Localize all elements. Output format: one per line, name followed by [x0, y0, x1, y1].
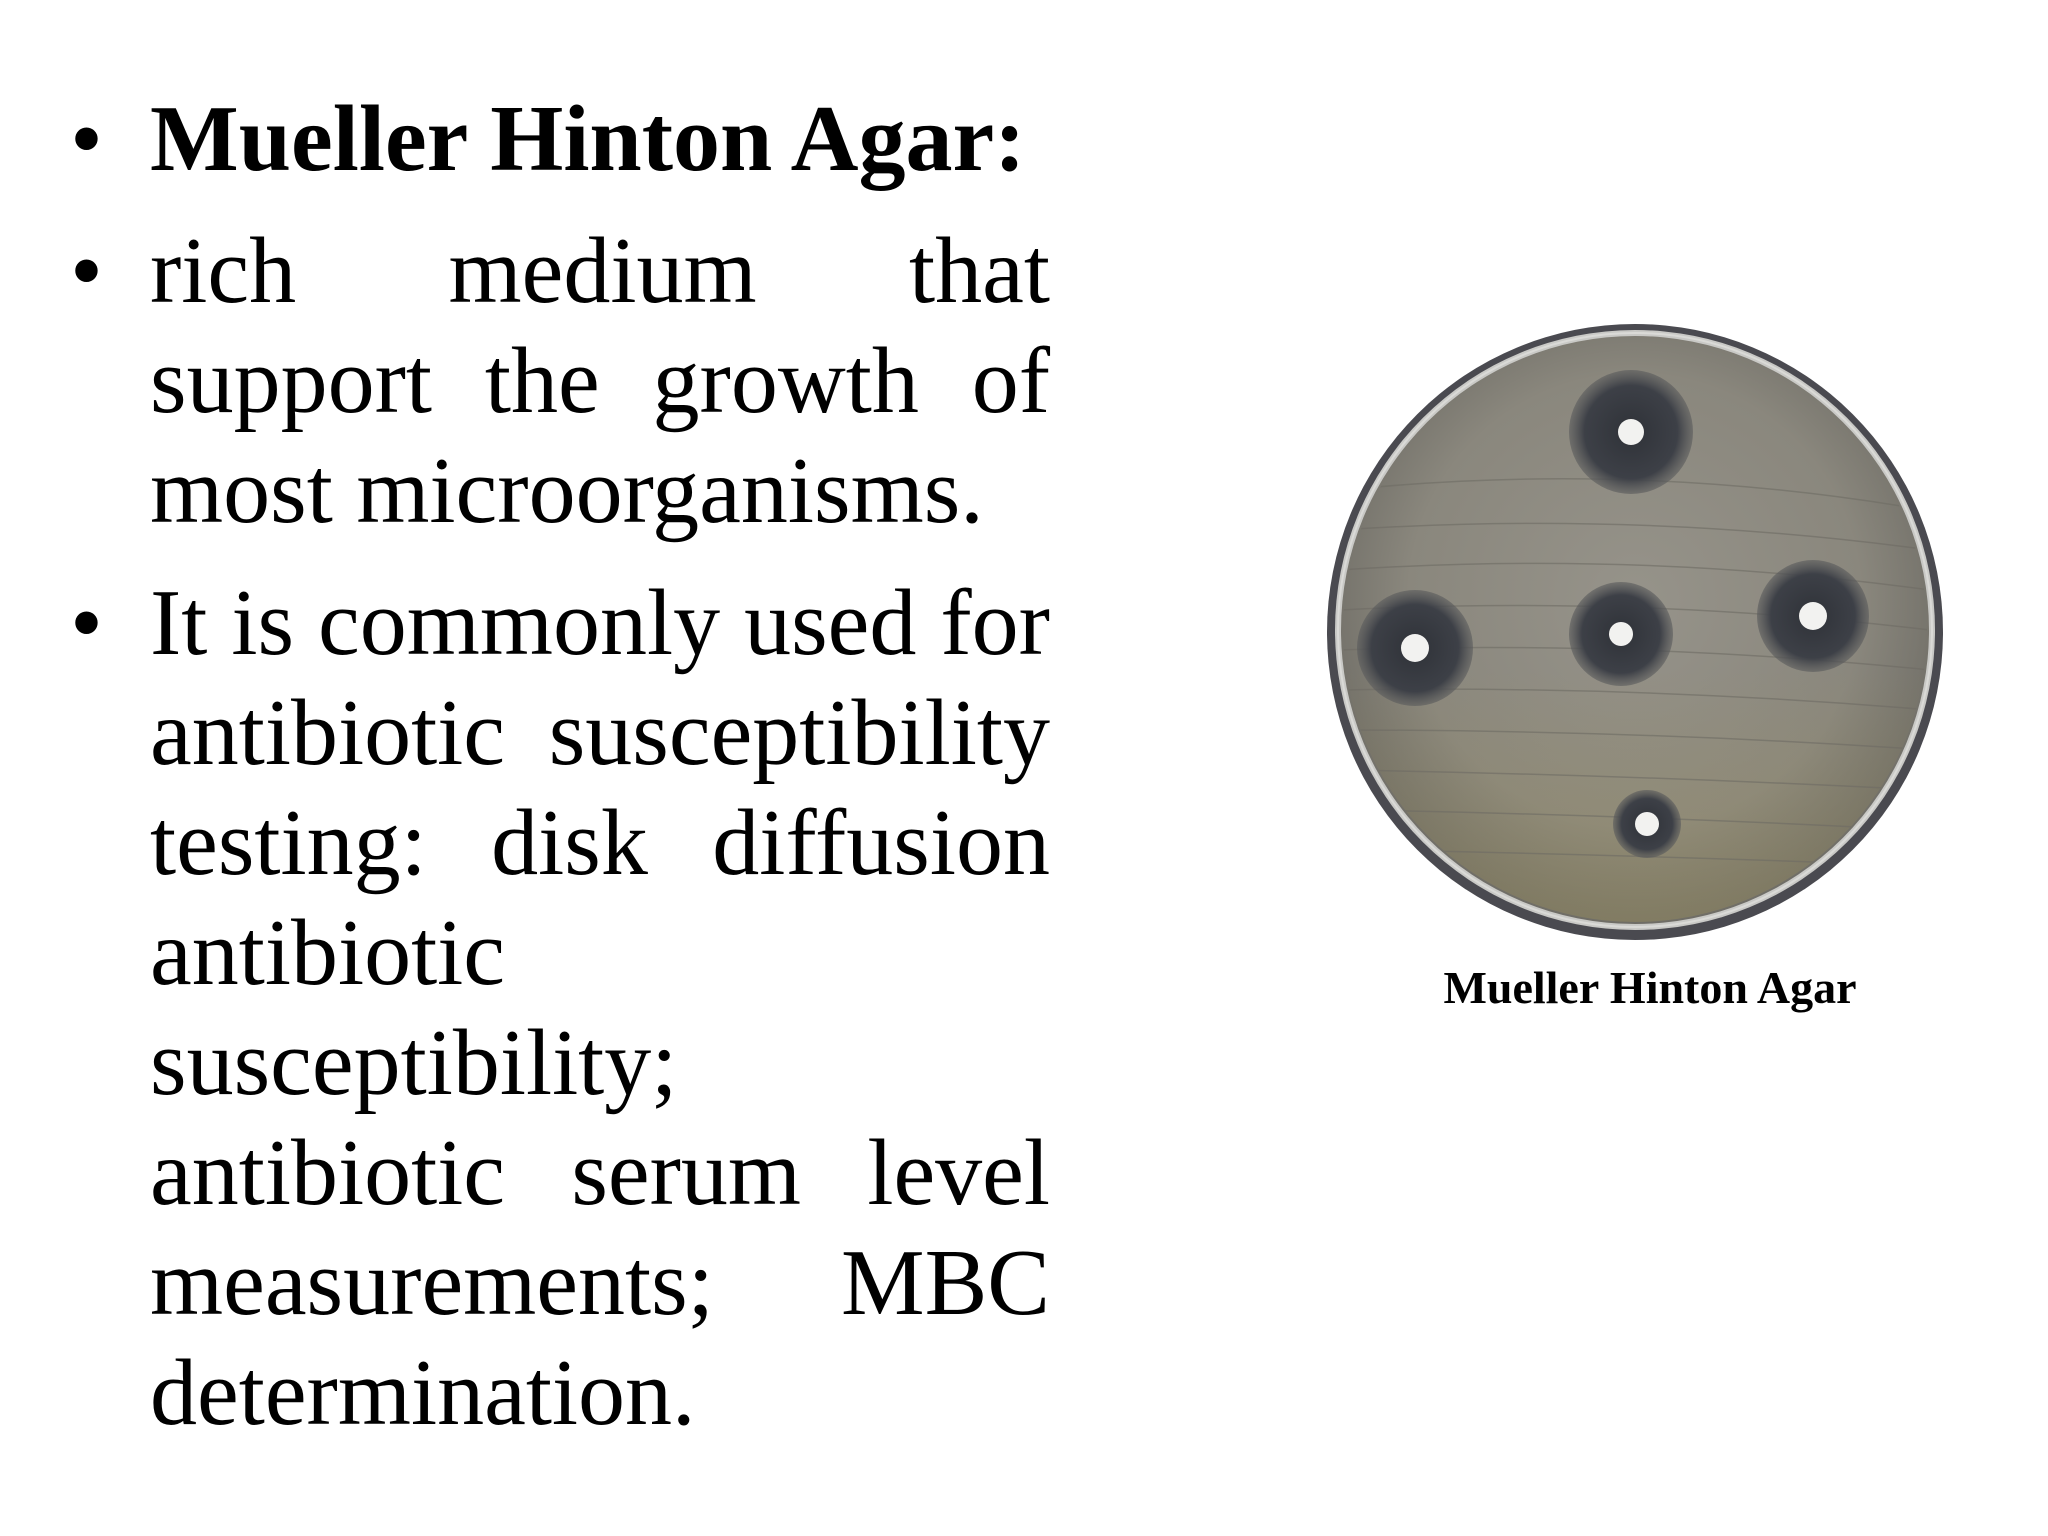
bullet-item-uses — [70, 568, 1050, 1448]
bullet-marker: • — [70, 87, 103, 191]
bullet-item-heading — [70, 84, 1050, 194]
antibiotic-disk — [1401, 634, 1429, 662]
antibiotic-disk — [1635, 812, 1659, 836]
petri-dish-illustration — [1315, 310, 1955, 950]
bullet-item-description — [70, 216, 1050, 546]
agar-plate-figure — [1300, 310, 2000, 1050]
bullet-marker: • — [70, 219, 103, 323]
bullet-text: It is commonly used for antibiotic susceptibility testing: disk diffusion antibiotic susceptibility; antibiotic serum level measurements; MBC determination. — [150, 571, 1050, 1445]
bullet-text: Mueller Hinton Agar: — [150, 87, 1026, 191]
bullet-text: rich medium that support the growth of most microorganisms. — [150, 219, 1050, 543]
antibiotic-disk — [1609, 622, 1633, 646]
bullet-marker: • — [70, 571, 103, 675]
figure-caption: Mueller Hinton Agar — [1443, 962, 1857, 1013]
antibiotic-disk — [1618, 419, 1644, 445]
antibiotic-disk — [1799, 602, 1827, 630]
bullet-list — [70, 84, 1050, 1470]
agar-plate-image — [1315, 310, 1955, 950]
